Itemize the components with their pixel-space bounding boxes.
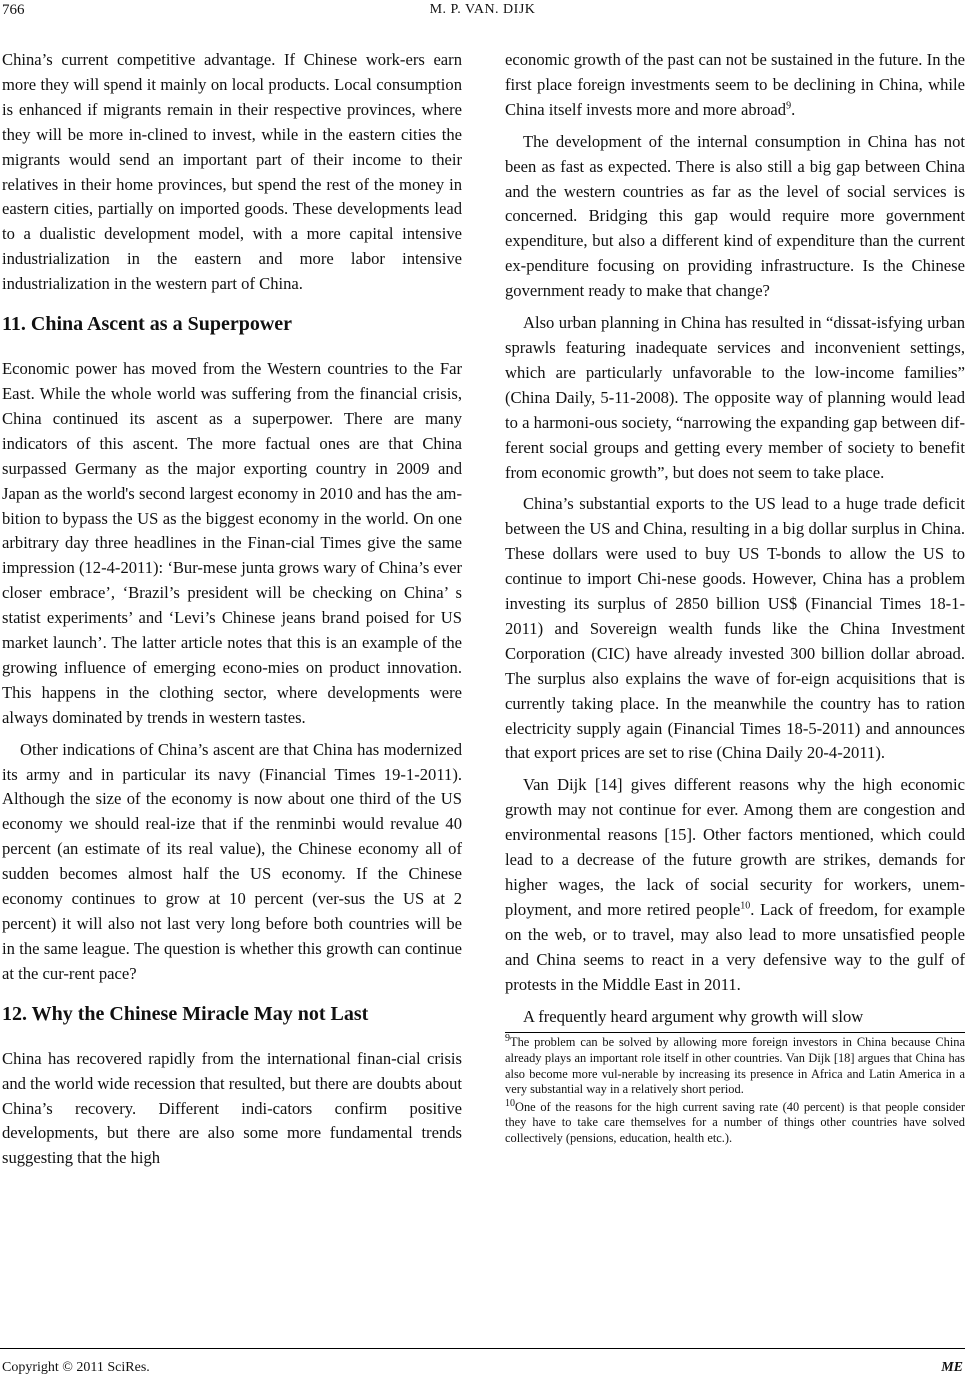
right-column bbox=[505, 48, 965, 1147]
footnote-text: The problem can be solved by allowing more foreign investors in China because China already plays an important role itself in other countries. Van Dijk [18] argues that China has also become more vul-nerable by increasing its presence in Africa and Latin America in a very substantial way in a relatively short period. bbox=[505, 1035, 965, 1097]
section-heading-12: 12. Why the Chinese Miracle May not Last bbox=[2, 1002, 369, 1025]
paragraph-text: economic growth of the past can not be sustained in the future. In the first place foreign investments seem to be declining in China, while China itself invests more and more abroad bbox=[505, 50, 965, 119]
footnote-9 bbox=[505, 1035, 965, 1097]
page-header bbox=[0, 0, 965, 30]
journal-abbrev: ME bbox=[941, 1360, 963, 1375]
footer-rule bbox=[0, 1348, 965, 1349]
footnote-mark: 9 bbox=[505, 1033, 510, 1045]
section-heading-11: 11. China Ascent as a Superpower bbox=[2, 313, 293, 336]
footnotes bbox=[505, 1032, 965, 1146]
left-column bbox=[2, 48, 462, 1171]
paragraph bbox=[505, 773, 965, 997]
paragraph-text: . bbox=[791, 99, 796, 119]
paragraph: A frequently heard argument why growth will slow bbox=[523, 1006, 864, 1026]
paragraph: Economic power has moved from the Western countries to the Far East. While the whole world was suffering from the financial crisis, China continued its ascent as a superpower. There are many indicators of this ascent. The more factual ones are that China surpassed Germany as the major exporting country in 2009 and Japan as the world's second largest economy in 2010 and has the am-bition to bypass the US as the biggest economy in the world. On one arbitrary day three headlines in the Finan-cial Times give the same impression (12-4-2011): ‘Bur-mese junta grows wary of China’s ever closer embrace’, ‘Brazil’s president will be checking on China’ s statist experiments’ and ‘Levi’s Chinese jeans brand poised for US market launch’. The latter article notes that this is an example of the growing influence of emerging econo-mies on product innovation. This happens in the clothing sector, where developments were always dominated by trends in western tastes. bbox=[2, 359, 462, 727]
footnote-10 bbox=[505, 1097, 965, 1147]
paragraph: China has recovered rapidly from the international finan-cial crisis and the world wide recession that resulted, but there are doubts about China’s recovery. Different indi-cators confirm positive developments, but there are also some more fundamental trends suggesting that the high bbox=[2, 1048, 462, 1168]
paragraph: Also urban planning in China has resulted in “dissat-isfying urban sprawls featuring inadequate services and inconvenient settings, which are particularly unfavorable to the low-income families” (China Daily, 5-11-2008). The opposite way of planning would lead to a harmoni-ous society, “narrowing the expanding gap between dif-ferent social groups and getting every member of society to benefit from economic growth”, but does not seem to take place. bbox=[505, 313, 965, 482]
footnote-text: One of the reasons for the high current saving rate (40 percent) is that people consider they have to take care themselves for a number of things other countries have solved collectively (pensions, education, health etc.). bbox=[505, 1099, 965, 1145]
footnote-ref-9: 9 bbox=[786, 100, 792, 112]
running-head: M. P. VAN. DIJK bbox=[429, 2, 536, 17]
paragraph: Other indications of China’s ascent are that China has modernized its army and in particular its navy (Financial Times 19-1-2011). Although the size of the economy is now about one third of the US economy we should real-ize that if the renminbi would revalue 40 percent (an estimate of its real value), the Chinese economy all of sudden becomes almost half the US economy. If the Chinese economy continues to grow at 10 percent (ver-sus the US at 2 percent) it will also not last very long before both countries will be in the same league. The question is whether this growth can continue at the cur-rent pace? bbox=[2, 739, 462, 983]
paragraph: China’s current competitive advantage. If Chinese work-ers earn more they will spend it mainly on local products. Local consumption is enhanced if migrants remain in their respective provinces, where they will be more in-clined to invest, while in the eastern cities the migrants would send an important part of their income to their relatives in their home provinces, but spend the rest of the money in eastern cities, partially on imported goods. These developments lead to a dualistic development model, with a more capital intensive industrialization in the eastern and more labor intensive industrialization in the western part of China. bbox=[2, 50, 462, 294]
footnote-ref-10: 10 bbox=[740, 900, 751, 912]
copyright-notice: Copyright © 2011 SciRes. bbox=[2, 1360, 150, 1375]
paragraph bbox=[505, 48, 965, 123]
paragraph-text: Van Dijk [14] gives different reasons why the high economic growth may not continue for ever. Among them are congestion and environmental reasons [15]. Other factors mentioned, which could lead to a decrease of the future growth are strikes, demands for higher wages, the lack of social security for workers, unem-ployment, and more retired people bbox=[505, 775, 965, 919]
page-number: 766 bbox=[2, 2, 25, 18]
paragraph: The development of the internal consumption in China has not been as fast as expected. There is also still a big gap between China and the western countries as far as the level of social services is concerned. Bridging this gap would require more government expenditure, but also a different kind of expenditure than the current ex-penditure focusing on providing infrastructure. Is the Chinese government ready to make that change? bbox=[505, 131, 965, 301]
footnote-mark: 10 bbox=[505, 1097, 515, 1109]
paragraph: China’s substantial exports to the US lead to a huge trade deficit between the US and China, resulting in a big dollar surplus in China. These dollars were used to buy US T-bonds to allow the US to continue to import Chi-nese goods. However, China has a problem investing its surplus of 2850 billion US$ (Financial Times 18-1-2011) and Sovereign wealth funds like the China Investment Corporation (CIC) have already invested 300 billion dollar abroad. The surplus also explains the wave of for-eign acquisitions that is currently taking place. In the meanwhile the country has to ration electricity supply again (Financial Times 18-5-2011) and announces that export prices are set to rise (China Daily 20-4-2011). bbox=[505, 494, 965, 763]
paragraph-text: . Lack of freedom, for example on the web, or to travel, may also lead to more unsatisfied people and China seems to react in a very defensive way to the gulf of protests in the Middle East in 2011. bbox=[505, 899, 965, 994]
